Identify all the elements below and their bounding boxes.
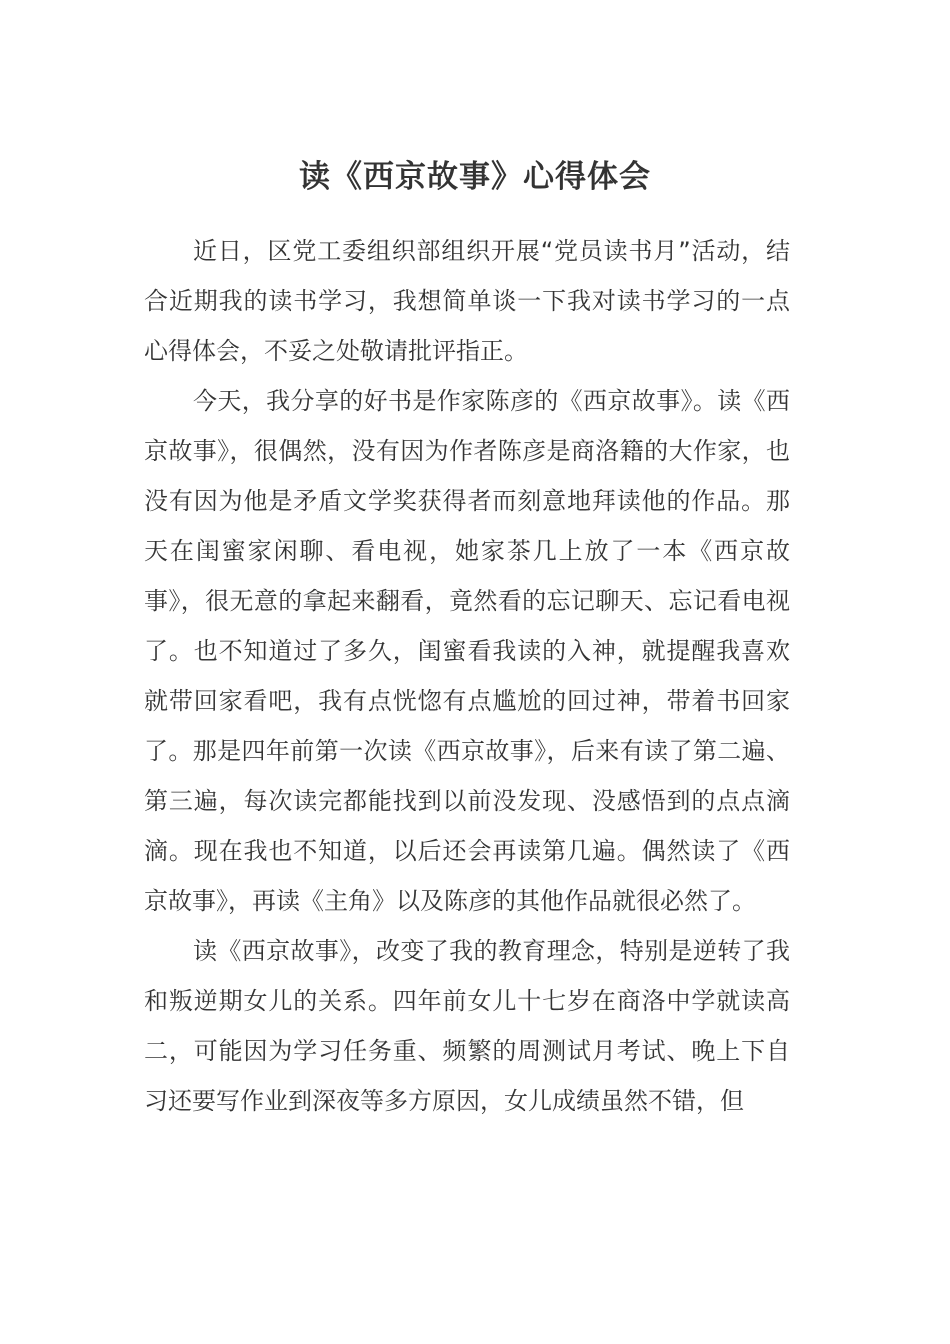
paragraph-2: 今天，我分享的好书是作家陈彦的《西京故事》。读《西京故事》，很偶然，没有因为作者陈彦是商洛籍的大作家，也没有因为他是矛盾文学奖获得者而刻意地拜读他的作品。那天在闺蜜家闲聊、看电视，她家茶几上放了一本《西京故事》，很无意的拿起来翻看，竟然看的忘记聊天、忘记看电视了。也不知道过了多久，闺蜜看我读的入神，就提醒我喜欢就带回家看吧，我有点恍惚有点尴尬的回过神，带着书回家了。那是四年前第一次读《西京故事》，后来有读了第二遍、第三遍，每次读完都能找到以前没发现、没感悟到的点点滴滴。现在我也不知道，以后还会再读第几遍。偶然读了《西京故事》，再读《主角》以及陈彦的其他作品就很必然了。 xyxy=(144,387,790,915)
paragraph-1: 近日，区党工委组织部组织开展“党员读书月”活动，结合近期我的读书学习，我想简单谈一下我对读书学习的一点心得体会，不妥之处敬请批评指正。 xyxy=(144,237,790,365)
document-body xyxy=(144,226,790,1126)
paragraph-3: 读《西京故事》，改变了我的教育理念，特别是逆转了我和叛逆期女儿的关系。四年前女儿十七岁在商洛中学就读高二，可能因为学习任务重、频繁的周测试月考试、晚上下自习还要写作业到深夜等多方原因，女儿成绩虽然不错，但 xyxy=(144,937,790,1115)
document-title: 读《西京故事》心得体会 xyxy=(299,159,651,195)
